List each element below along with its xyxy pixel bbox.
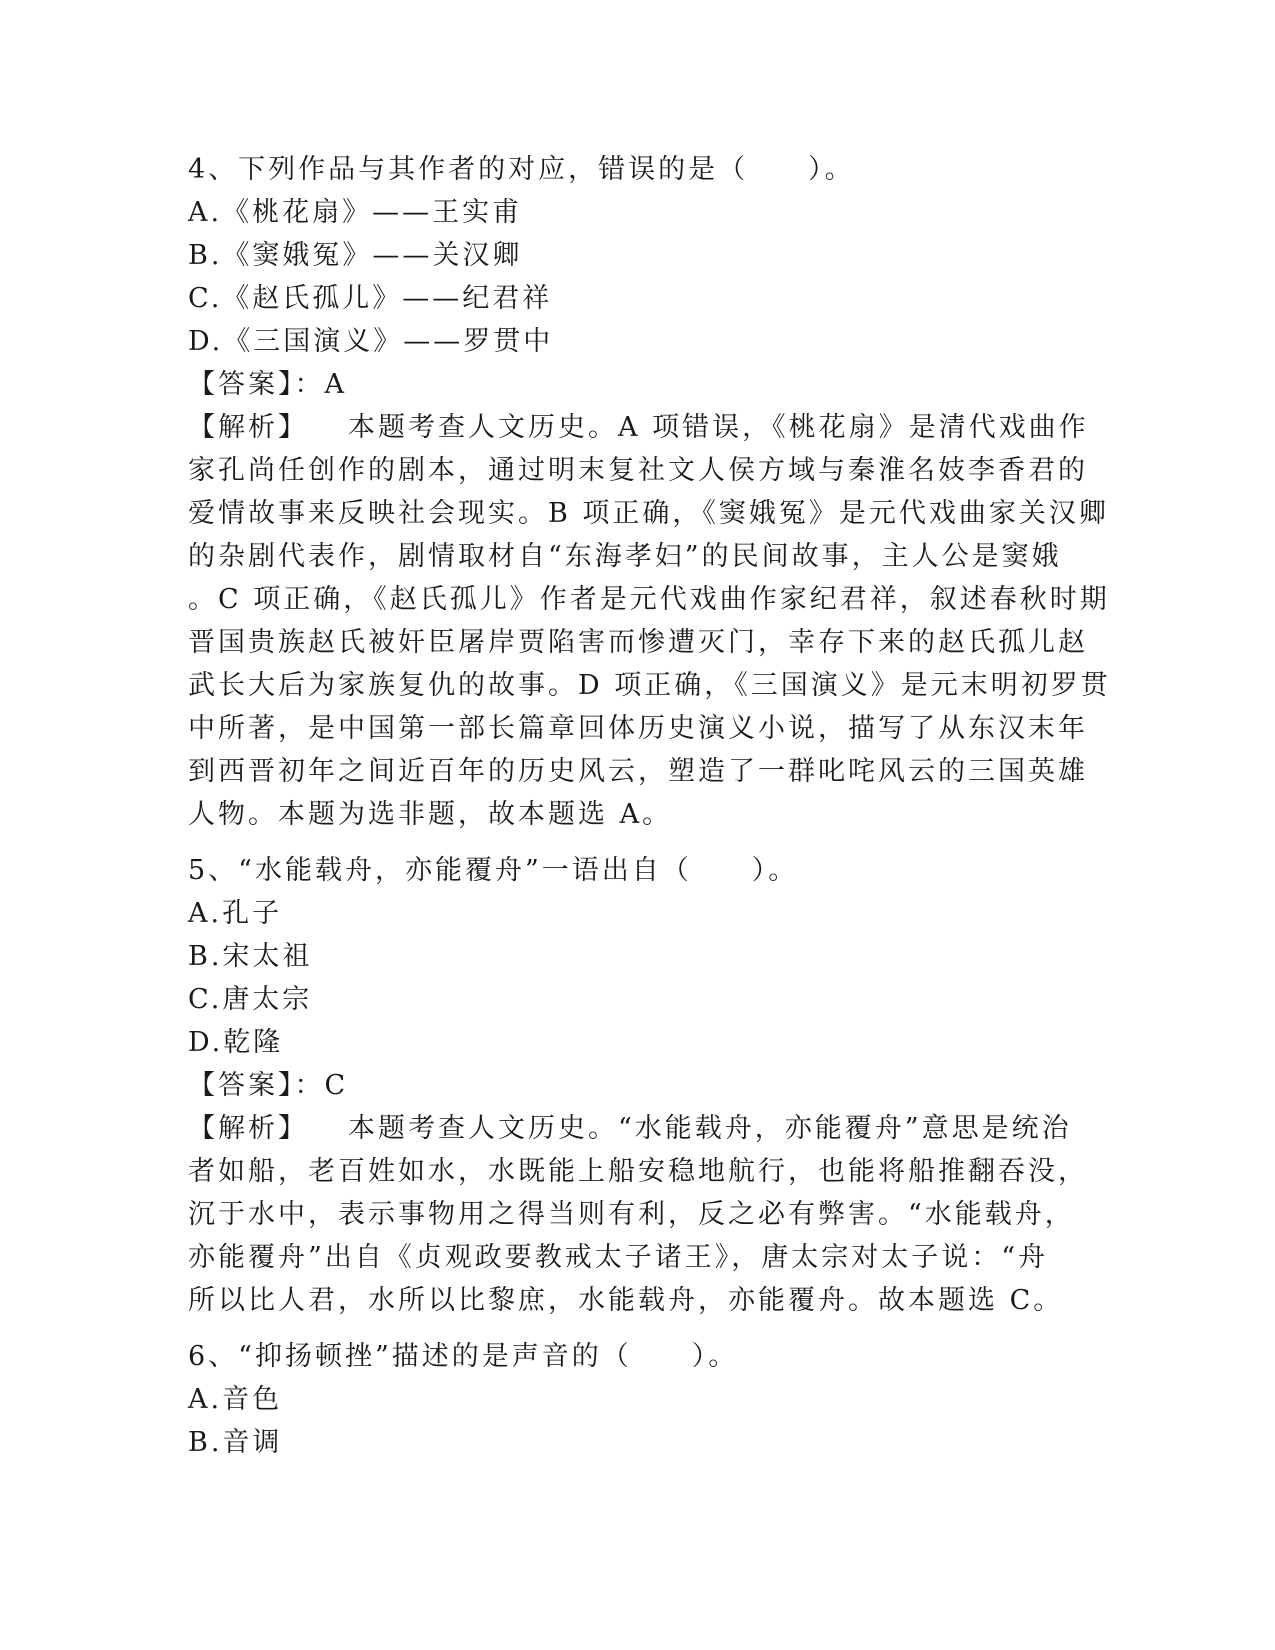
option-a: A.《桃花扇》——王实甫 xyxy=(188,197,523,228)
answer-line xyxy=(188,1064,1088,1107)
option-b: B.音调 xyxy=(188,1427,283,1458)
analysis-line: 本题考查人文历史。“水能载舟，亦能覆舟”意思是统治 xyxy=(348,1113,1072,1144)
answer-label: 【答案】： xyxy=(188,369,325,400)
analysis-block xyxy=(188,406,1111,836)
analysis-line: 。C 项正确，《赵氏孤儿》作者是元代戏曲作家纪君祥，叙述春秋时期 xyxy=(188,584,1110,615)
option-d: D.乾隆 xyxy=(188,1027,284,1058)
analysis-line: 者如船，老百姓如水，水既能上船安稳地航行，也能将船推翻吞没， xyxy=(188,1156,1088,1187)
analysis-line: 所以比人君，水所以比黎庶，水能载舟，亦能覆舟。故本题选 C。 xyxy=(188,1285,1064,1316)
analysis-line: 本题考查人文历史。A 项错误，《桃花扇》是清代戏曲作 xyxy=(348,412,1089,443)
analysis-block xyxy=(188,1107,1088,1322)
analysis-line: 亦能覆舟”出自《贞观政要教戒太子诸王》，唐太宗对太子说：“舟 xyxy=(188,1242,1049,1273)
question-6 xyxy=(188,1335,1088,1464)
analysis-line: 武长大后为家族复仇的故事。D 项正确，《三国演义》是元末明初罗贯 xyxy=(188,670,1111,701)
analysis-line: 到西晋初年之间近百年的历史风云，塑造了一群叱咤风云的三国英雄 xyxy=(188,756,1088,787)
analysis-line: 爱情故事来反映社会现实。B 项正确，《窦娥冤》是元代戏曲家关汉卿 xyxy=(188,498,1109,529)
option-c: C.《赵氏孤儿》——纪君祥 xyxy=(188,283,553,314)
analysis-line: 家孔尚任创作的剧本，通过明末复社文人侯方域与秦淮名妓李香君的 xyxy=(188,455,1088,486)
analysis-line: 沉于水中，表示事物用之得当则有利，反之必有弊害。“水能载舟， xyxy=(188,1199,1075,1230)
document-page xyxy=(188,148,1111,1464)
option-b: B.宋太祖 xyxy=(188,941,313,972)
option-a: A.音色 xyxy=(188,1384,283,1415)
option-c: C.唐太宗 xyxy=(188,984,313,1015)
analysis-label: 【解析】 xyxy=(188,1113,308,1144)
question-4 xyxy=(188,148,1111,836)
analysis-line: 晋国贵族赵氏被奸臣屠岸贾陷害而惨遭灭门，幸存下来的赵氏孤儿赵 xyxy=(188,627,1088,658)
option-d: D.《三国演义》——罗贯中 xyxy=(188,326,554,357)
answer-value: C xyxy=(324,1070,349,1101)
analysis-line: 人物。本题为选非题，故本题选 A。 xyxy=(188,799,673,830)
question-stem: 6、“抑扬顿挫”描述的是声音的（ ）。 xyxy=(188,1341,739,1372)
question-5 xyxy=(188,849,1088,1322)
answer-line xyxy=(188,363,1088,406)
analysis-line: 的杂剧代表作，剧情取材自“东海孝妇”的民间故事，主人公是窦娥 xyxy=(188,541,1062,572)
answer-value: A xyxy=(324,369,347,400)
option-b: B.《窦娥冤》——关汉卿 xyxy=(188,240,523,271)
question-stem: 5、“水能载舟，亦能覆舟”一语出自（ ）。 xyxy=(188,855,799,886)
answer-label: 【答案】： xyxy=(188,1070,325,1101)
analysis-label: 【解析】 xyxy=(188,412,308,443)
analysis-line: 中所著，是中国第一部长篇章回体历史演义小说，描写了从东汉末年 xyxy=(188,713,1088,744)
question-stem: 4、下列作品与其作者的对应，错误的是（ ）。 xyxy=(188,154,855,185)
option-a: A.孔子 xyxy=(188,898,283,929)
